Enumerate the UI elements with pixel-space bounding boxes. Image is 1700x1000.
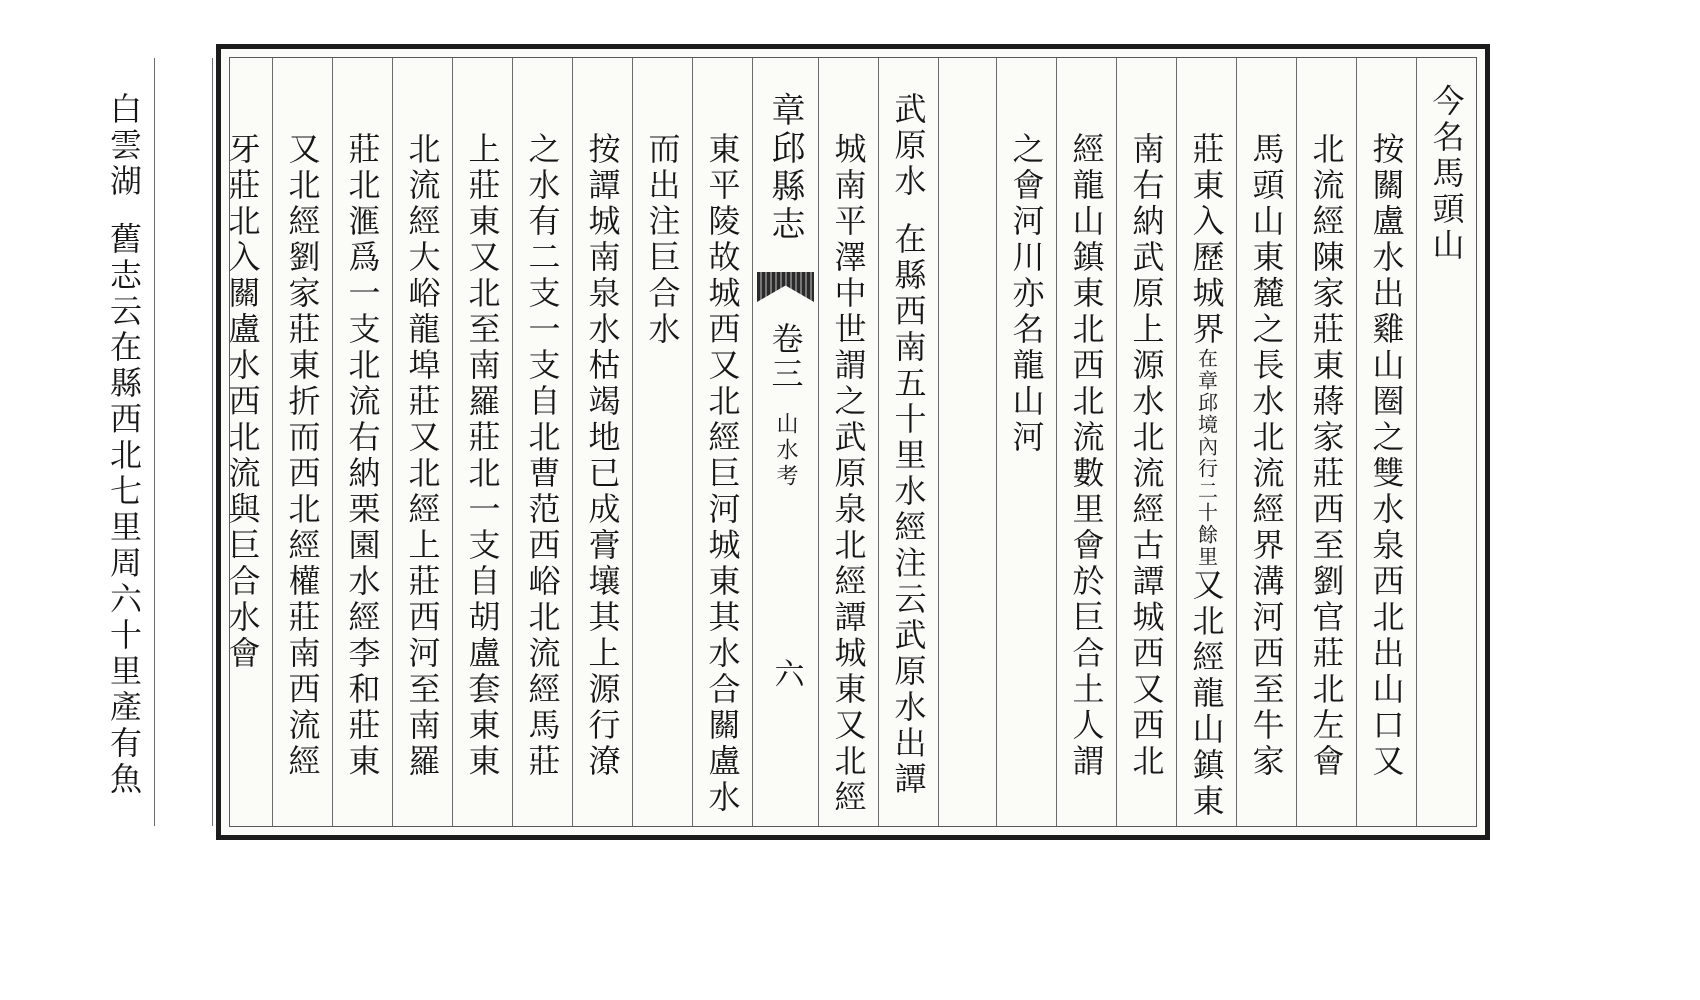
column-text: 之水有二支一支自北曹范西峪北流經馬莊 [523, 132, 562, 780]
column-text: 南右納武原上源水北流經古譚城西又西北 [1127, 132, 1166, 780]
fish-tail-mark [757, 272, 814, 302]
column-text [889, 92, 928, 798]
entry-body: 在縣西南五十里水經注云武原水出譚 [889, 222, 928, 798]
text-column [212, 58, 272, 826]
column-text-main: 莊東入歷城界 [1187, 132, 1226, 348]
text-column [996, 58, 1056, 826]
text-column [878, 58, 938, 826]
column-text: 又北經劉家莊東折而西北經權莊南西流經 [283, 132, 322, 780]
column-text [105, 92, 143, 798]
entry-heading: 白雲湖 [105, 92, 143, 200]
leaf-number: 六 [768, 658, 804, 688]
text-column [572, 58, 632, 826]
column-text: 牙莊北入關盧水西北流與巨合水會 [223, 132, 262, 672]
column-text: 莊北滙爲一支北流右納栗園水經李和莊東 [343, 132, 382, 780]
text-column [332, 58, 392, 826]
column-text: 馬頭山東麓之長水北流經界溝河西至牛家 [1247, 132, 1286, 780]
column-text: 北流經大峪龍埠莊又北經上莊西河至南羅 [403, 132, 442, 780]
column-text [1187, 132, 1226, 820]
book-title: 章邱縣志 [765, 92, 805, 244]
text-column [512, 58, 572, 826]
text-column [1296, 58, 1356, 826]
text-columns [105, 58, 1476, 826]
text-column [272, 58, 332, 826]
text-column [392, 58, 452, 826]
column-text: 上莊東又北至南羅莊北一支自胡盧套東東 [463, 132, 502, 780]
column-text: 今名馬頭山 [1427, 84, 1466, 264]
text-column [818, 58, 878, 826]
block-center-column [752, 58, 818, 826]
text-column [1116, 58, 1176, 826]
entry-heading: 武原水 [889, 92, 928, 200]
page-frame [105, 44, 1490, 840]
section-label: 山水考 [773, 412, 798, 490]
column-text: 經龍山鎮東北西北流數里會於巨合土人謂 [1067, 132, 1106, 780]
column-text: 而出注巨合水 [643, 132, 682, 348]
entry-body: 舊志云在縣西北七里周六十里產有魚 [105, 222, 143, 798]
column-text: 東平陵故城西又北經巨河城東其水合關盧水 [703, 132, 742, 816]
column-text: 北流經陳家莊東蔣家莊西至劉官莊北左會 [1307, 132, 1346, 780]
text-column [94, 58, 154, 826]
text-column [692, 58, 752, 826]
interlinear-note: 在章邱境內行二十餘里 [1194, 348, 1219, 568]
blank-column [154, 58, 212, 826]
column-text: 按譚城南泉水枯竭地已成膏壤其上源行潦 [583, 132, 622, 780]
blank-column [938, 58, 996, 826]
text-column [1056, 58, 1116, 826]
text-column [1416, 58, 1476, 826]
column-text-main: 又北經龍山鎮東 [1187, 568, 1226, 820]
column-text: 城南平澤中世謂之武原泉北經譚城東又北經 [829, 132, 868, 816]
text-column [1356, 58, 1416, 826]
column-text: 按關盧水出雞山圈之雙水泉西北出山口又 [1367, 132, 1406, 780]
text-column [452, 58, 512, 826]
text-column [1236, 58, 1296, 826]
volume-label: 卷三 [766, 322, 805, 392]
text-column [1176, 58, 1236, 826]
column-text: 之會河川亦名龍山河 [1007, 132, 1046, 456]
text-column [632, 58, 692, 826]
